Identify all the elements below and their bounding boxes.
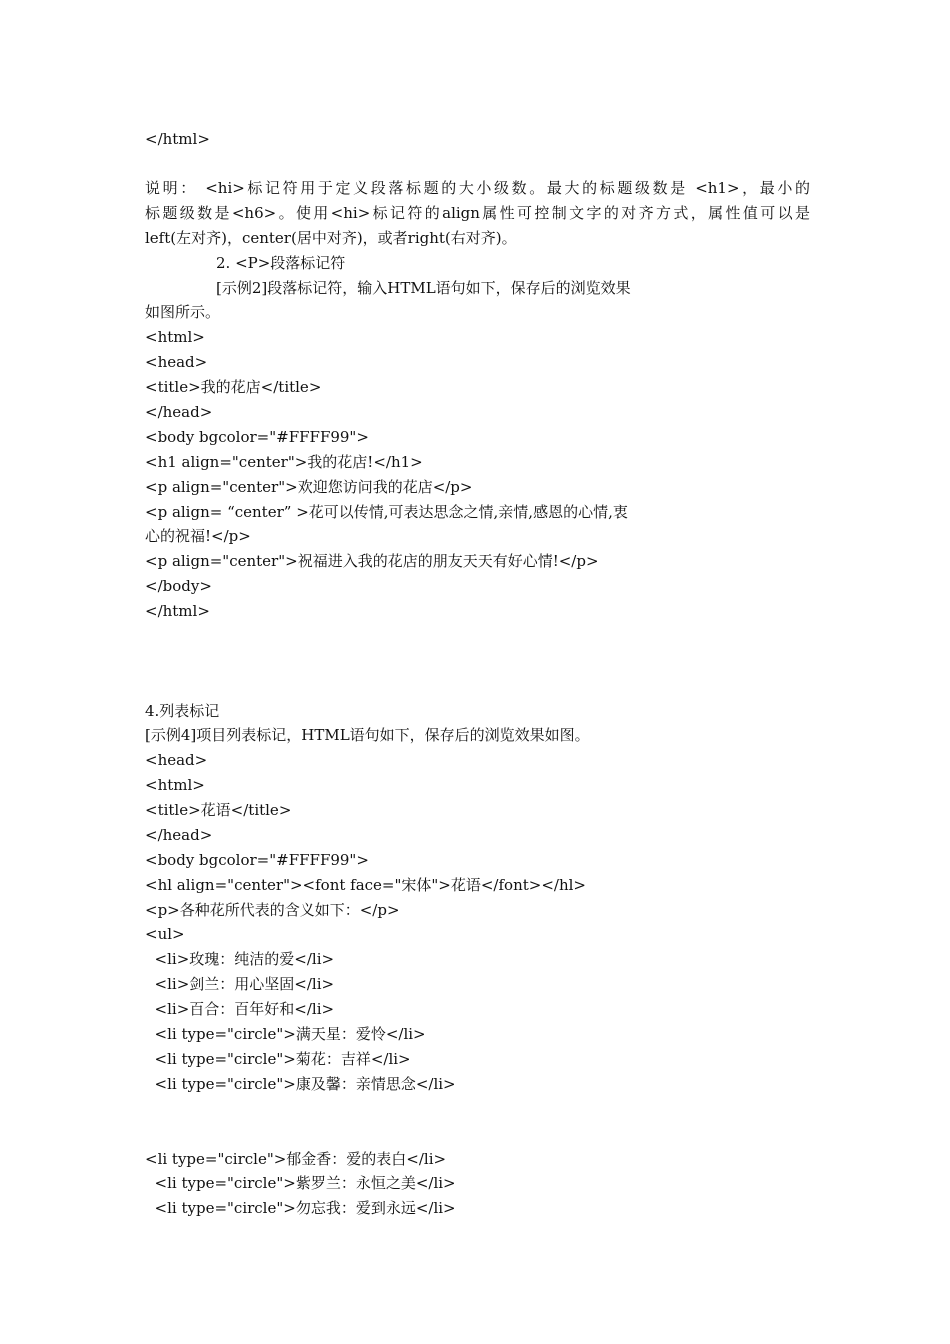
code-line: <li type="circle">菊花：吉祥</li> [145, 1050, 411, 1068]
section-4-heading: 4.列表标记 [145, 702, 220, 720]
code-line: <li type="circle">满天星：爱怜</li> [145, 1025, 426, 1043]
code-line: <h1 align="center">我的花店!</h1> [145, 453, 423, 471]
code-line: <html> [145, 328, 205, 346]
description-line-2: 标题级数是<h6>。使用<hi>标记符的align属性可控制文字的对齐方式，属性值可以是 [145, 204, 810, 222]
code-line: <ul> [145, 925, 185, 943]
code-line: </body> [145, 577, 212, 595]
code-line: <body bgcolor="#FFFF99"> [145, 851, 369, 869]
code-line: <p align="center">欢迎您访问我的花店</p> [145, 478, 473, 496]
example-2-intro-cont: 如图所示。 [145, 303, 221, 321]
code-line: </html> [145, 602, 210, 620]
code-line: <p>各种花所代表的含义如下：</p> [145, 901, 400, 919]
code-line: <head> [145, 353, 208, 371]
code-line: </head> [145, 403, 213, 421]
code-line: <title>我的花店</title> [145, 378, 322, 396]
code-line: 心的祝福!</p> [145, 527, 251, 545]
code-line: <li type="circle">康及馨：亲情思念</li> [145, 1075, 456, 1093]
code-line: <li type="circle">郁金香：爱的表白</li> [145, 1150, 447, 1168]
description-line-1: 说明： <hi>标记符用于定义段落标题的大小级数。最大的标题级数是 <h1>，最小的 [145, 179, 810, 197]
example-4-intro: [示例4]项目列表标记，HTML语句如下，保存后的浏览效果如图。 [145, 726, 590, 744]
html-close-tag: </html> [145, 130, 210, 148]
code-line: <head> [145, 751, 208, 769]
code-line: <body bgcolor="#FFFF99"> [145, 428, 369, 446]
code-line: <hl align="center"><font face="宋体">花语</font></hl> [145, 876, 586, 894]
code-line: <li type="circle">勿忘我：爱到永远</li> [145, 1199, 456, 1217]
example-2-intro: [示例2]段落标记符，输入HTML语句如下，保存后的浏览效果 [216, 279, 631, 297]
code-line: <p align= “center” >花可以传情,可表达思念之情,亲情,感恩的心情,衷 [145, 503, 628, 521]
code-line: </head> [145, 826, 213, 844]
code-line: <li type="circle">紫罗兰：永恒之美</li> [145, 1174, 456, 1192]
code-line: <html> [145, 776, 205, 794]
code-line: <title>花语</title> [145, 801, 292, 819]
code-line: <li>玫瑰：纯洁的爱</li> [145, 950, 335, 968]
code-line: <p align="center">祝福进入我的花店的朋友天天有好心情!</p> [145, 552, 599, 570]
code-line: <li>百合：百年好和</li> [145, 1000, 335, 1018]
description-line-3: left(左对齐)，center(居中对齐)，或者right(右对齐)。 [145, 229, 517, 247]
code-line: <li>剑兰：用心坚固</li> [145, 975, 335, 993]
section-2-heading: 2. <P>段落标记符 [216, 254, 346, 272]
